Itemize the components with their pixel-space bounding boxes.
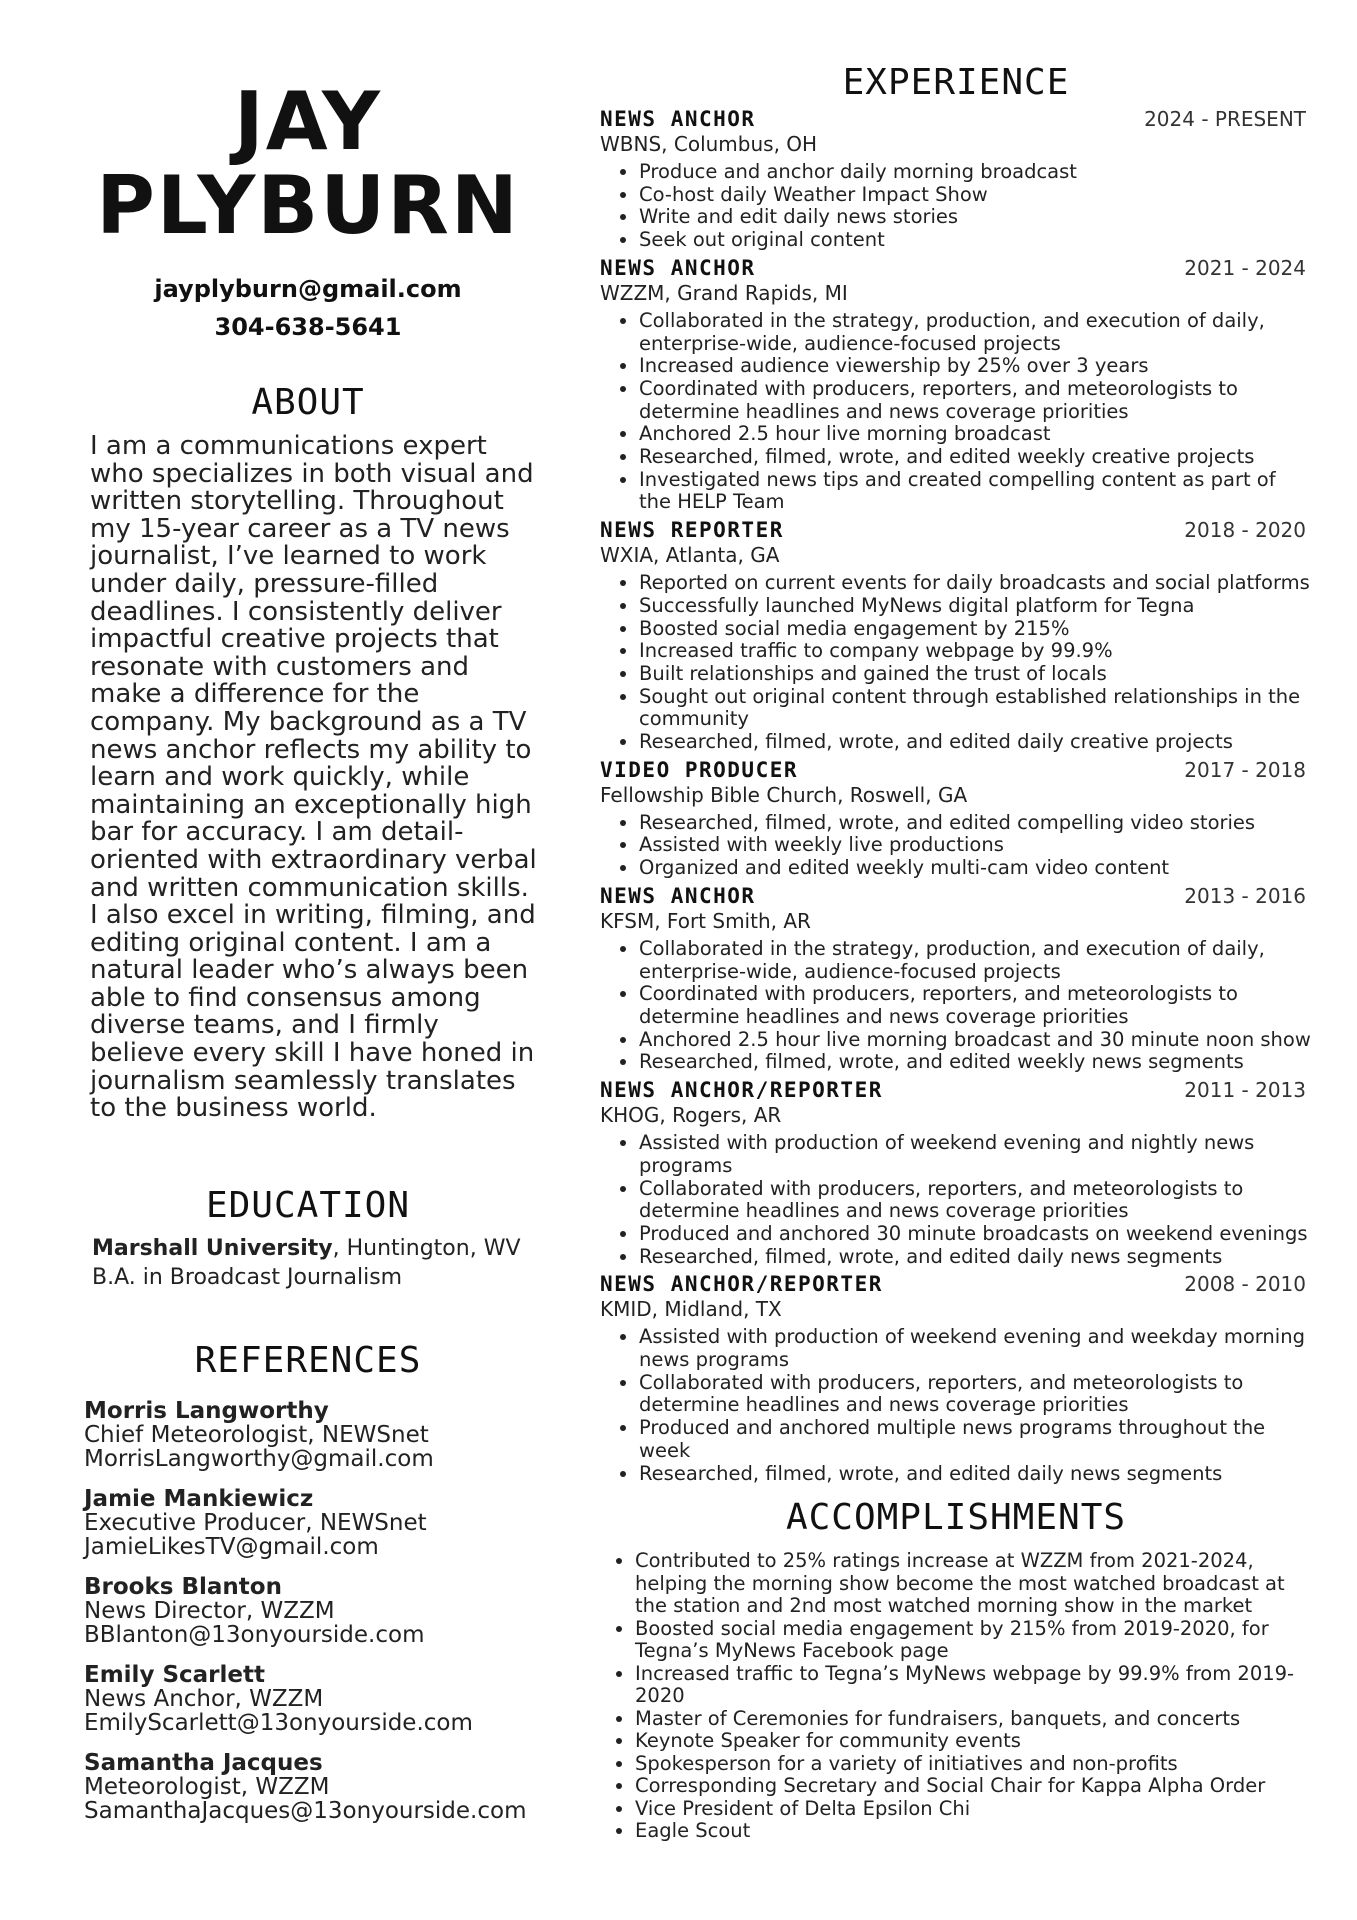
job-bullet: • Increased traffic to company webpage by 99.9%	[639, 640, 1312, 663]
reference-name: Brooks Blanton	[84, 1573, 282, 1600]
job-title: NEWS REPORTER	[600, 518, 784, 543]
reference-role: Executive Producer, NEWSnet	[84, 1509, 427, 1536]
experience-list	[600, 107, 1312, 1485]
references-title: REFERENCES	[194, 1339, 422, 1381]
job-dates: 2021 - 2024	[1184, 255, 1306, 280]
job-bullet: • Collaborated with producers, reporters, and meteorologists to determine headlines and news coverage priorities	[639, 1178, 1312, 1223]
reference-item	[84, 1663, 538, 1735]
job-company: WBNS, Columbus, OH	[600, 132, 818, 156]
job-bullet: • Assisted with weekly live productions	[639, 834, 1312, 857]
job-company: KFSM, Fort Smith, AR	[600, 908, 811, 933]
job-bullet: • Co-host daily Weather Impact Show	[639, 184, 1312, 207]
job-entry	[600, 518, 1312, 754]
job-bullets	[600, 1132, 1312, 1268]
job-bullet: • Coordinated with producers, reporters, and meteorologists to determine headlines and news coverage priorities	[639, 983, 1312, 1028]
job-dates: 2011 - 2013	[1184, 1078, 1306, 1103]
job-bullet: • Organized and edited weekly multi-cam video content	[639, 857, 1312, 880]
job-title: VIDEO PRODUCER	[600, 757, 799, 782]
job-dates: 2017 - 2018	[1184, 757, 1306, 782]
job-dates: 2013 - 2016	[1184, 883, 1306, 908]
accomplishment-item: • Boosted social media engagement by 215% from 2019-2020, for Tegna’s MyNews Facebook page	[635, 1618, 1312, 1663]
accomplishments-list	[600, 1550, 1312, 1843]
reference-name: Samantha Jacques	[84, 1749, 323, 1776]
job-bullet: • Collaborated in the strategy, production, and execution of daily, enterprise-wide, audience-focused projects	[639, 310, 1312, 355]
email: jayplyburn@gmail.com	[154, 275, 462, 303]
job-bullet: • Anchored 2.5 hour live morning broadcast	[639, 423, 1312, 446]
job-bullets	[600, 572, 1312, 754]
accomplishment-item: • Corresponding Secretary and Social Chair for Kappa Alpha Order	[635, 1775, 1312, 1798]
reference-email: EmilyScarlett@13onyourside.com	[84, 1709, 473, 1736]
last-name: PLYBURN	[96, 159, 520, 252]
job-bullet: • Coordinated with producers, reporters, and meteorologists to determine headlines and news coverage priorities	[639, 378, 1312, 423]
job-bullets	[600, 812, 1312, 880]
education-title: EDUCATION	[205, 1184, 411, 1226]
job-dates: 2008 - 2010	[1184, 1272, 1306, 1297]
job-title: NEWS ANCHOR	[600, 107, 756, 131]
reference-item	[84, 1575, 538, 1647]
job-header	[600, 1272, 1312, 1296]
reference-item	[84, 1399, 538, 1471]
accomplishments	[600, 1550, 1312, 1843]
job-bullet: • Sought out original content through established relationships in the community	[639, 686, 1312, 731]
job-bullet: • Researched, filmed, wrote, and edited compelling video stories	[639, 812, 1312, 835]
job-bullet: • Increased audience viewership by 25% over 3 years	[639, 355, 1312, 378]
reference-name: Jamie Mankiewicz	[84, 1485, 314, 1512]
job-header	[600, 518, 1312, 542]
left-column	[78, 75, 538, 1839]
reference-role: News Director, WZZM	[84, 1597, 335, 1624]
phone: 304-638-5641	[214, 313, 402, 341]
job-title: NEWS ANCHOR/REPORTER	[600, 1272, 883, 1297]
school-name: Marshall University	[92, 1235, 333, 1261]
job-bullet: • Reported on current events for daily broadcasts and social platforms	[639, 572, 1312, 595]
job-company: Fellowship Bible Church, Roswell, GA	[600, 782, 968, 807]
accomplishment-item: • Eagle Scout	[635, 1820, 1312, 1843]
reference-item	[84, 1751, 538, 1823]
job-bullet: • Assisted with production of weekend evening and weekday morning news programs	[639, 1326, 1312, 1371]
accomplishment-item: • Master of Ceremonies for fundraisers, banquets, and concerts	[635, 1708, 1312, 1731]
job-company: KHOG, Rogers, AR	[600, 1103, 782, 1128]
job-bullets	[600, 310, 1312, 514]
job-entry	[600, 107, 1312, 252]
job-bullet: • Researched, filmed, wrote, and edited weekly creative projects	[639, 446, 1312, 469]
degree: B.A. in Broadcast Journalism	[92, 1264, 403, 1290]
job-bullet: • Produce and anchor daily morning broadcast	[639, 161, 1312, 184]
job-bullet: • Researched, filmed, wrote, and edited daily creative projects	[639, 731, 1312, 754]
reference-email: SamanthaJacques@13onyourside.com	[84, 1797, 527, 1824]
job-company: WZZM, Grand Rapids, MI	[600, 280, 848, 305]
candidate-name	[78, 75, 538, 252]
job-header	[600, 256, 1312, 280]
job-header	[600, 1078, 1312, 1102]
reference-email: BBlanton@13onyourside.com	[84, 1621, 425, 1648]
job-entry	[600, 884, 1312, 1074]
accomplishment-item: • Keynote Speaker for community events	[635, 1730, 1312, 1753]
job-dates: 2018 - 2020	[1184, 518, 1306, 543]
reference-role: Meteorologist, WZZM	[84, 1773, 330, 1800]
education-entry	[92, 1234, 538, 1292]
job-bullet: • Researched, filmed, wrote, and edited daily news segments	[639, 1246, 1312, 1269]
reference-role: Chief Meteorologist, NEWSnet	[84, 1421, 429, 1448]
school-location: , Huntington, WV	[332, 1235, 521, 1261]
job-bullet: • Boosted social media engagement by 215%	[639, 618, 1312, 641]
first-name: JAY	[234, 75, 382, 168]
job-bullet: • Anchored 2.5 hour live morning broadcast and 30 minute noon show	[639, 1029, 1312, 1052]
job-company: WXIA, Atlanta, GA	[600, 543, 780, 568]
accomplishment-item: • Increased traffic to Tegna’s MyNews webpage by 99.9% from 2019-2020	[635, 1663, 1312, 1708]
accomplishments-title: ACCOMPLISHMENTS	[785, 1497, 1127, 1539]
about-text: I am a communications expert who specializes in both visual and written storytelling. Throughout my 15-year career as a TV news journalist, I’ve learned to work under daily, pressure-filled deadlines. I consistently deliver impactful creative projects that resonate with customers and make a difference for the company. My background as a TV news anchor reflects my ability to learn and work quickly, while maintaining an exceptionally high bar for accuracy. I am detail-oriented with extraordinary verbal and written communication skills. I also excel in writing, filming, and editing original content. I am a natural leader who’s always been able to find consensus among diverse teams, and I firmly believe every skill I have honed in journalism seamlessly translates to the business world.	[90, 431, 537, 1124]
job-bullet: • Researched, filmed, wrote, and edited daily news segments	[639, 1463, 1312, 1486]
job-dates: 2024 - PRESENT	[1144, 107, 1306, 131]
references-list	[78, 1399, 538, 1823]
reference-email: JamieLikesTV@gmail.com	[84, 1533, 379, 1560]
job-title: NEWS ANCHOR/REPORTER	[600, 1078, 883, 1103]
job-company: KMID, Midland, TX	[600, 1297, 782, 1322]
job-entry	[600, 1272, 1312, 1485]
job-bullet: • Assisted with production of weekend evening and nightly news programs	[639, 1132, 1312, 1177]
accomplishment-item: • Spokesperson for a variety of initiatives and non-profits	[635, 1753, 1312, 1776]
reference-email: MorrisLangworthy@gmail.com	[84, 1445, 434, 1472]
job-bullet: • Produced and anchored multiple news programs throughout the week	[639, 1417, 1312, 1462]
reference-item	[84, 1487, 538, 1559]
reference-role: News Anchor, WZZM	[84, 1685, 324, 1712]
job-bullets	[600, 1326, 1312, 1485]
experience-title: EXPERIENCE	[842, 62, 1070, 103]
accomplishment-item: • Vice President of Delta Epsilon Chi	[635, 1798, 1312, 1821]
job-entry	[600, 758, 1312, 880]
reference-name: Morris Langworthy	[84, 1397, 329, 1424]
job-entry	[600, 1078, 1312, 1268]
accomplishment-item: • Contributed to 25% ratings increase at WZZM from 2021-2024, helping the morning show become the most watched broadcast at the station and 2nd most watched morning show in the market	[635, 1550, 1312, 1618]
job-title: NEWS ANCHOR	[600, 883, 756, 908]
right-column	[600, 62, 1312, 1843]
job-bullet: • Seek out original content	[639, 229, 1312, 252]
job-header	[600, 758, 1312, 782]
job-bullet: • Investigated news tips and created compelling content as part of the HELP Team	[639, 469, 1312, 514]
job-bullet: • Produced and anchored 30 minute broadcasts on weekend evenings	[639, 1223, 1312, 1246]
job-bullet: • Collaborated with producers, reporters, and meteorologists to determine headlines and news coverage priorities	[639, 1372, 1312, 1417]
job-bullet: • Researched, filmed, wrote, and edited weekly news segments	[639, 1051, 1312, 1074]
job-bullet: • Successfully launched MyNews digital platform for Tegna	[639, 595, 1312, 618]
about-title: ABOUT	[251, 382, 365, 423]
job-bullet: • Collaborated in the strategy, production, and execution of daily, enterprise-wide, audience-focused projects	[639, 938, 1312, 983]
job-bullets	[600, 938, 1312, 1074]
reference-name: Emily Scarlett	[84, 1661, 265, 1688]
job-header	[600, 884, 1312, 908]
job-header	[600, 107, 1312, 131]
job-entry	[600, 256, 1312, 514]
job-bullet: • Built relationships and gained the trust of locals	[639, 663, 1312, 686]
job-bullets	[600, 161, 1312, 252]
job-bullet: • Write and edit daily news stories	[639, 206, 1312, 229]
job-title: NEWS ANCHOR	[600, 255, 756, 280]
